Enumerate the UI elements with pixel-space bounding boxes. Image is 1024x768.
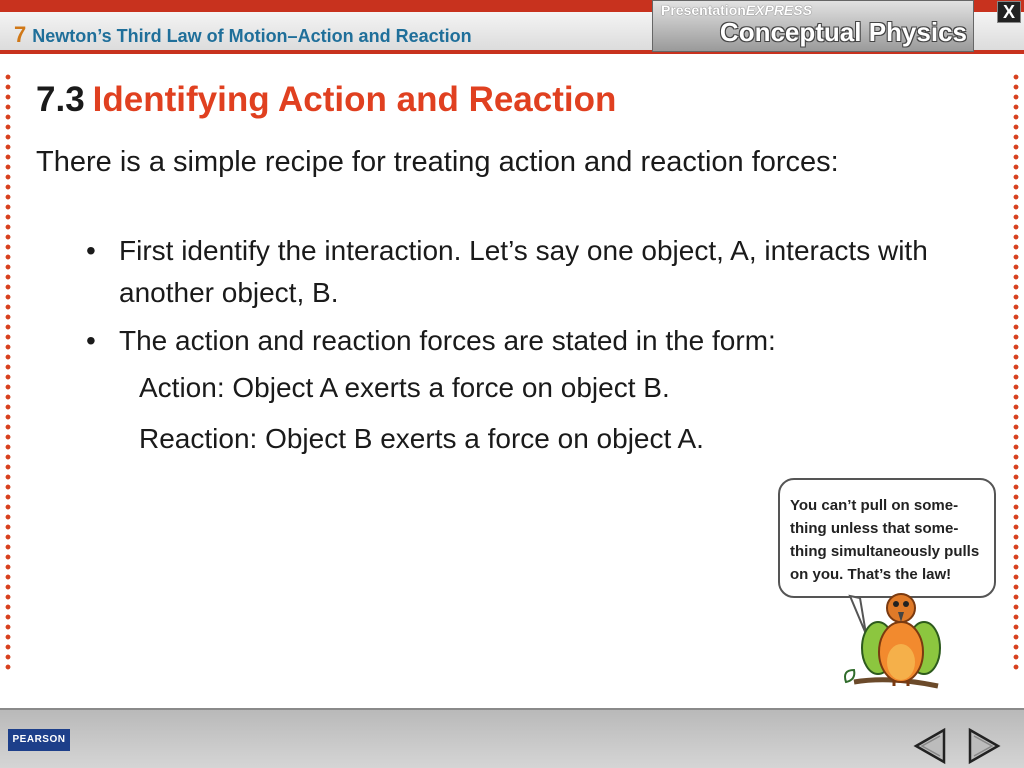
bullet-dot-icon: • — [86, 235, 96, 266]
section-number: 7.3 — [36, 80, 85, 119]
bullet-item — [86, 320, 946, 362]
chapter-number: 7 — [14, 22, 27, 47]
slide-heading — [36, 80, 616, 120]
conceptual-physics-logo — [652, 0, 974, 52]
action-line: Action: Object A exerts a force on object B. — [139, 372, 670, 403]
speech-bubble — [778, 478, 996, 598]
section-title: Identifying Action and Reaction — [92, 80, 617, 119]
logo-title: Conceptual Physics — [719, 17, 967, 47]
pearson-logo: PEARSON — [8, 729, 70, 751]
chapter-title — [14, 22, 472, 48]
bullet-text: The action and reaction forces are stated in the form: — [119, 325, 776, 356]
slide-header — [0, 0, 1024, 62]
bullet-item — [86, 230, 946, 314]
intro-text: There is a simple recipe for treating action and reaction forces: — [36, 146, 839, 178]
bullet-text: First identify the interaction. Let’s say one object, A, interacts with another object, B. — [119, 235, 928, 308]
bullet-dot-icon: • — [86, 325, 96, 356]
presentation-express-label: PresentationEXPRESS — [661, 2, 812, 18]
left-dotted-border — [5, 72, 11, 672]
close-button[interactable]: X — [997, 1, 1021, 23]
slide-footer — [0, 708, 1024, 768]
previous-slide-button[interactable] — [910, 726, 950, 766]
reaction-line: Reaction: Object B exerts a force on object A. — [139, 423, 704, 454]
right-dotted-border — [1013, 72, 1019, 672]
bird-illustration — [820, 590, 950, 700]
next-slide-button[interactable] — [964, 726, 1004, 766]
chapter-title-text: Newton’s Third Law of Motion–Action and Reaction — [32, 26, 472, 46]
speech-bubble-text: You can’t pull on some-thing unless that some-thing simultaneously pulls on you. That’s the law! — [790, 497, 980, 583]
